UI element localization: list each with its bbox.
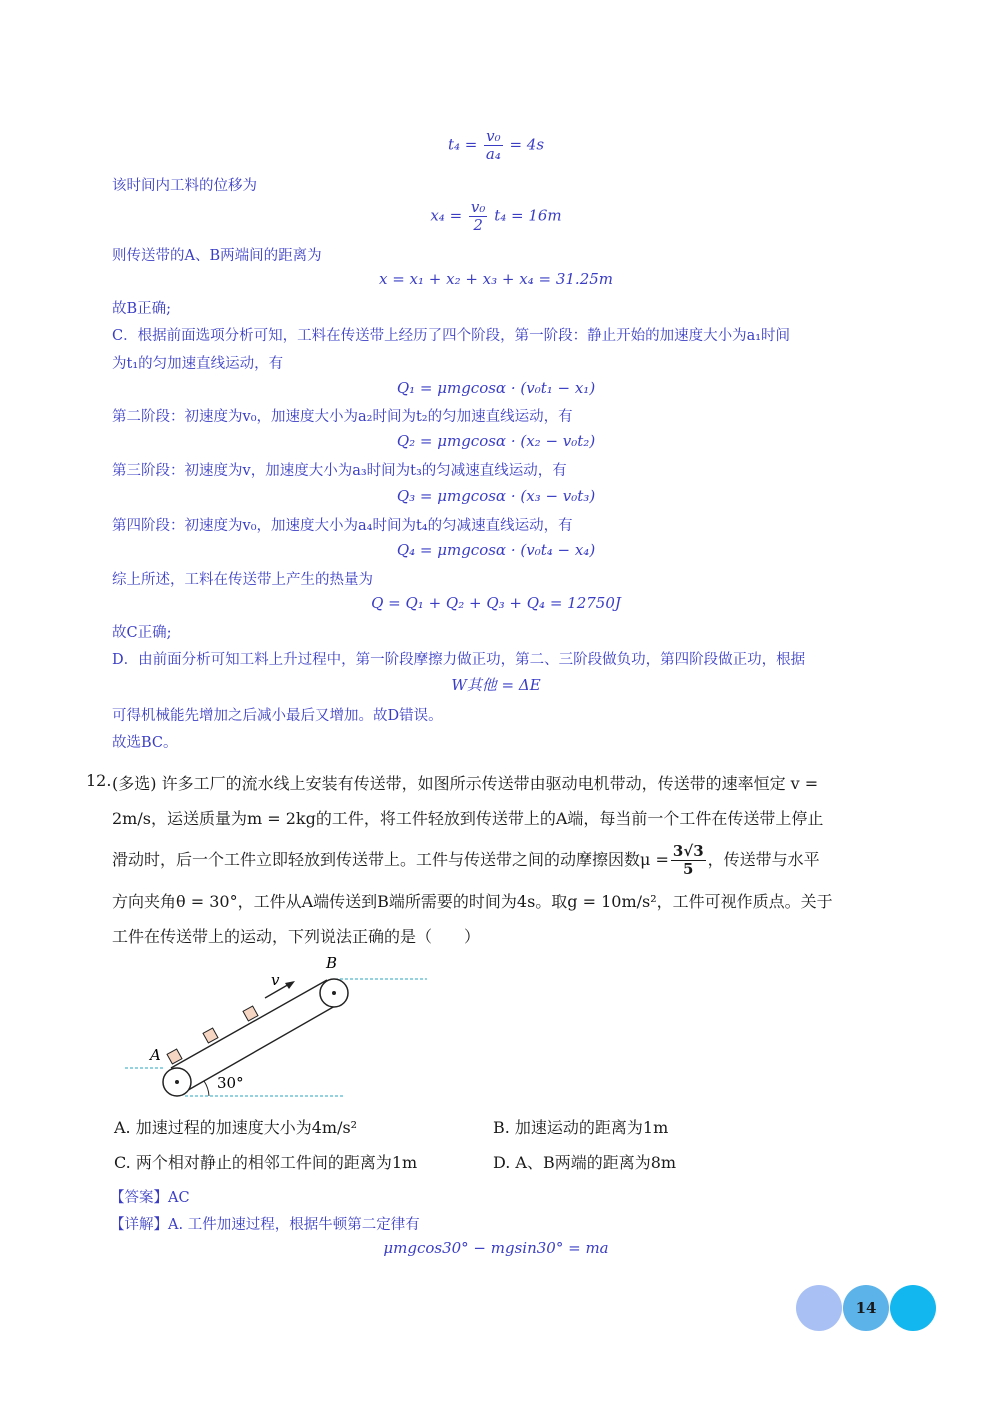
text-line: 第四阶段：初速度为v₀，加速度大小为a₄时间为t₄的匀减速直线运动，有 [112,518,573,534]
label-b: B [326,954,338,972]
question-line: 2m/s，运送质量为m = 2kg的工件，将工件轻放到传送带上的A端，每当前一个工件在传送带上停止 [112,809,824,828]
equation-q3: Q₃ = μmgcosα · (x₃ − v₀t₃) [396,487,596,505]
question-line: (多选) 许多工厂的流水线上安装有传送带，如图所示传送带由驱动电机带动，传送带的速率恒定 v = [112,774,819,793]
option-b: B. 加速运动的距离为1m [493,1118,669,1137]
eq-t4-fraction [484,128,503,163]
equation-q2: Q₂ = μmgcosα · (x₂ − v₀t₂) [396,432,596,450]
equation-t4 [0,128,992,163]
eq-x4-fraction [469,199,488,234]
answer-label: 【答案】AC [110,1190,190,1206]
text-line: 故选BC。 [112,735,178,751]
workpiece [167,1049,182,1064]
text-line: C．根据前面选项分析可知，工料在传送带上经历了四个阶段，第一阶段：静止开始的加速度大小为a₁时间 [112,328,791,344]
eq-x4-lhs: x₄ = [430,206,463,225]
text-line: 为t₁的匀加速直线运动，有 [112,356,284,372]
pulley-b-axle [332,991,336,995]
label-v: v [271,971,280,989]
text-line: D．由前面分析可知工料上升过程中，第一阶段摩擦力做正功，第二、三阶段做负功，第四阶段做正功，根据 [112,652,806,668]
question-line: 工件在传送带上的运动，下列说法正确的是（ ） [112,927,481,946]
answer-detail: 【详解】A. 工件加速过程，根据牛顿第二定律有 [110,1217,420,1233]
option-a: A. 加速过程的加速度大小为4m/s² [114,1118,358,1137]
option-c: C. 两个相对静止的相邻工件间的距离为1m [114,1153,418,1172]
eq-t4-lhs: t₄ = [447,135,478,154]
mu-den: 5 [683,860,694,878]
workpiece [243,1006,258,1021]
equation-q: Q = Q₁ + Q₂ + Q₃ + Q₄ = 12750J [371,594,621,612]
option-d: D. A、B两端的距离为8m [493,1153,677,1172]
text-line: 该时间内工料的位移为 [112,178,257,194]
conveyor-figure [125,950,435,1100]
text-line: 故C正确; [112,625,172,641]
mu-fraction [671,843,706,878]
eq-x4-rhs: t₄ = 16m [494,206,562,225]
equation-q1: Q₁ = μmgcosα · (v₀t₁ − x₁) [396,379,596,397]
workpiece [203,1028,218,1043]
text-line: 则传送带的A、B两端间的距离为 [112,248,322,264]
answer-equation: μmgcos30° − mgsin30° = ma [383,1239,609,1257]
angle-arc [204,1081,209,1096]
question-text: 滑动时，后一个工件立即轻放到传送带上。工件与传送带之间的动摩擦因数μ = [112,850,669,869]
text-line: 第三阶段：初速度为v，加速度大小为a₃时间为t₃的匀减速直线运动，有 [112,463,567,479]
eq-x4-den: 2 [473,216,483,234]
page-bubble-left [796,1285,842,1331]
text-line: 故B正确; [112,301,172,317]
page-number: 14 [843,1285,889,1331]
eq-t4-rhs: = 4s [509,135,545,154]
text-line: 可得机械能先增加之后减小最后又增加。故D错误。 [112,708,443,724]
question-number: 12. [86,771,112,790]
eq-x4-num: v₀ [470,198,486,216]
question-line: 方向夹角θ = 30°，工件从A端传送到B端所需要的时间为4s。取g = 10m/s²，工件可视作质点。关于 [112,892,833,911]
question-line [112,843,820,878]
equation-x: x = x₁ + x₂ + x₃ + x₄ = 31.25m [378,270,614,288]
text-line: 综上所述，工料在传送带上产生的热量为 [112,572,373,588]
equation-q4: Q₄ = μmgcosα · (v₀t₄ − x₄) [396,541,596,559]
eq-t4-num: v₀ [486,127,501,145]
text-line: 第二阶段：初速度为v₀，加速度大小为a₂时间为t₂的匀加速直线运动，有 [112,409,573,425]
velocity-arrow-head [285,981,295,989]
page-bubble-right [890,1285,936,1331]
label-a: A [150,1046,161,1064]
equation-w: W其他 = ΔE [451,676,541,694]
equation-x4 [0,199,992,234]
pulley-a-axle [175,1080,179,1084]
mu-num: 3√3 [672,842,704,860]
question-text: ，传送带与水平 [707,850,820,869]
eq-t4-den: a₄ [485,145,501,163]
label-angle: 30° [217,1074,244,1092]
